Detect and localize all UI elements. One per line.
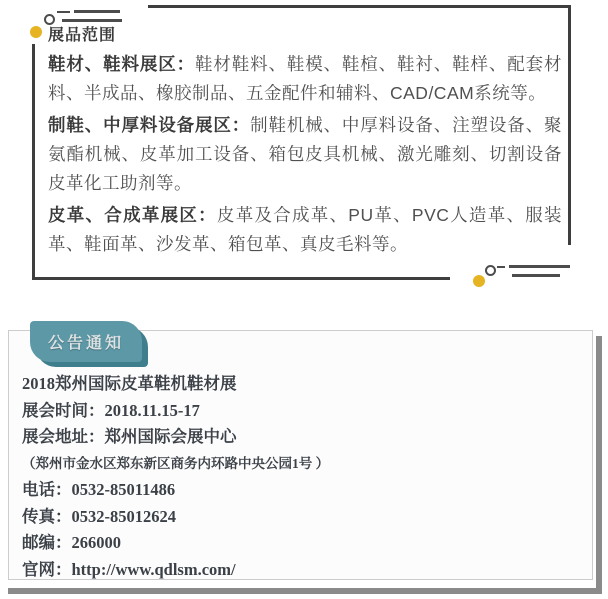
info-line-venue-address: （郑州市金水区郑东新区商务内环路中央公园1号 ） bbox=[22, 455, 330, 471]
exhibit-section-shoe-materials bbox=[48, 50, 562, 108]
exhibit-box-border-right bbox=[568, 5, 571, 245]
exhibit-section-leather bbox=[48, 201, 562, 259]
section-lead: 制鞋、中厚料设备展区： bbox=[48, 115, 251, 135]
yellow-dot-icon bbox=[30, 26, 42, 38]
exhibit-box-border-top bbox=[148, 5, 571, 8]
info-line-fax: 传真：0532-85012624 bbox=[22, 506, 176, 526]
section-body: 制鞋机械、中厚料设备、注塑设备、聚氨酯机械、皮革加工设备、箱包皮具机械、激光雕刻、切割设备皮革化工助剂等。 bbox=[48, 115, 563, 193]
announcement-tab-label: 公告通知 bbox=[47, 335, 124, 352]
announcement-tab bbox=[30, 321, 142, 362]
announcement-info bbox=[22, 371, 582, 583]
dash-line bbox=[512, 274, 560, 277]
dash-line bbox=[509, 265, 570, 268]
yellow-dot-icon bbox=[473, 275, 485, 287]
ring-icon bbox=[485, 265, 496, 276]
exhibit-box-border-bottom bbox=[32, 277, 450, 280]
info-line-postcode: 邮编：266000 bbox=[22, 533, 121, 552]
info-line-phone: 电话：0532-85011486 bbox=[22, 480, 176, 499]
info-line-expo-venue: 展会地址：郑州国际会展中心 bbox=[22, 427, 237, 446]
panel-shadow-right bbox=[596, 336, 602, 594]
section-lead: 鞋材、鞋料展区： bbox=[48, 54, 195, 74]
dash-line bbox=[74, 10, 120, 13]
info-line-expo-name: 2018郑州国际皮革鞋机鞋材展 bbox=[22, 374, 237, 393]
info-line-expo-date: 展会时间：2018.11.15-17 bbox=[22, 400, 200, 420]
exhibit-scope-title: 展品范围 bbox=[48, 27, 117, 44]
exhibit-section-shoe-machinery bbox=[48, 111, 562, 198]
section-lead: 皮革、合成革展区： bbox=[48, 205, 217, 225]
section-body: 鞋材鞋料、鞋模、鞋楦、鞋衬、鞋样、配套材料、半成品、橡胶制品、五金配件和辅料、CAD/CAM系统等。 bbox=[48, 54, 563, 103]
section-body: 皮革及合成革、PU革、PVC人造革、服装革、鞋面革、沙发革、箱包革、真皮毛料等。 bbox=[48, 205, 563, 254]
exhibit-scope-text bbox=[48, 50, 562, 262]
info-line-website: 官网：http://www.qdlsm.com/ bbox=[22, 559, 236, 579]
panel-shadow-bottom bbox=[8, 588, 602, 594]
dash-line bbox=[57, 11, 70, 13]
dash-line bbox=[497, 266, 505, 268]
exhibit-box-border-left bbox=[32, 44, 35, 280]
